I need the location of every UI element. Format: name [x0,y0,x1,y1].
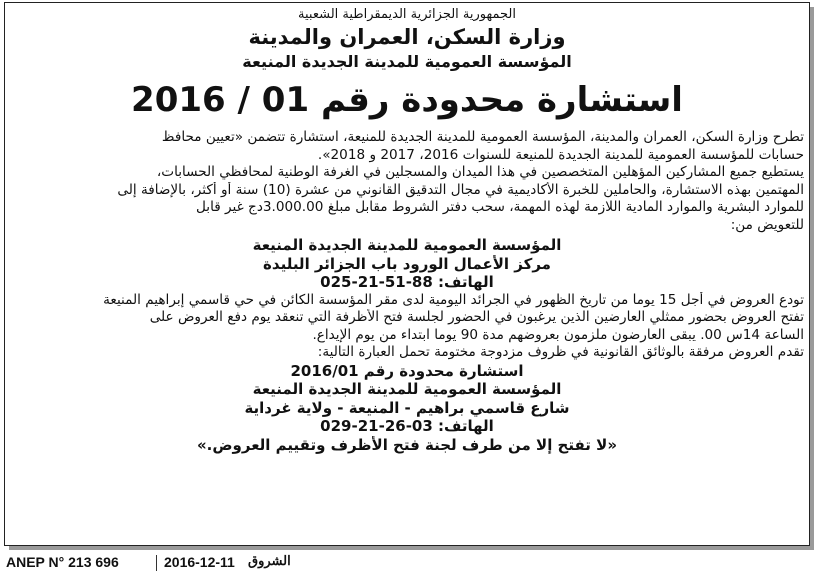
paragraph-line: حسابات للمؤسسة العمومية للمدينة الجديدة للمنيعة للسنوات 2016، 2017 و 2018». [317,146,804,163]
paragraph-line: تودع العروض في أجل 15 يوما من تاريخ الظهور في الجرائد اليومية لدى مقر المؤسسة الكائن في حي قاسمي إبراهيم المنيعة [103,291,804,308]
paragraph-line: تقدم العروض مرفقة بالوثائق القانونية في ظروف مزدوجة مختومة تحمل العبارة التالية: [317,344,804,360]
paragraph-line: يستطيع جميع المشاركين المؤهلين المتخصصين في هذا الميدان والمسجلين في الغرفة الوطنية لمحافظي الحسابات، [156,164,804,180]
institution-heading: المؤسسة العمومية للمدينة الجديدة المنيعة [242,52,572,71]
envelope-phone: الهاتف: 03-26-21-029 [320,417,494,435]
paragraph-line: المهتمين بهذه الاستشارة، والحاملين للخبرة الأكاديمية في مجال التدقيق القانوني من عشرة (10) سنة أو أكثر، بالإضافة إلى [117,181,804,198]
paragraph-line: للتعويض من: [730,216,804,233]
envelope-note: «لا تفتح إلا من طرف لجنة فتح الأظرف وتقييم العروض.» [196,435,618,454]
ministry-heading: وزارة السكن، العمران والمدينة [248,25,566,49]
announcement-content [10,6,804,454]
newspaper-name: الشروق [248,553,291,568]
contact-phone: الهاتف: 88-51-21-025 [320,273,494,291]
paragraph-line: الساعة 14س 00. يبقى العارضون ملزمون بعروضهم مدة 90 يوما ابتداء من يوم الإيداع. [312,326,804,343]
contact-institution-name: المؤسسة العمومية للمدينة الجديدة المنيعة [252,236,562,254]
paragraph-line: تطرح وزارة السكن، العمران والمدينة، المؤسسة العمومية للمدينة الجديدة للمنيعة، استشارة تتضمن «تعيين محافظ [161,129,804,145]
envelope-address: شارع قاسمي براهيم - المنيعة - ولاية غرداية [244,398,570,417]
publication-date: 2016-12-11 [164,554,235,570]
anep-reference: ANEP N° 213 696 [6,554,119,570]
consultation-title: استشارة محدودة رقم 01 / 2016 [131,80,683,120]
paragraph-line: تفتح العروض بحضور ممثلي العارضين الذين يرغبون في الحضور لجلسة فتح الأظرفة التي تنعقد يوم دفع العروض على [149,309,804,325]
footer-divider [156,555,157,571]
contact-address: مركز الأعمال الورود باب الجزائر البليدة [263,254,551,273]
envelope-title: استشارة محدودة رقم 2016/01 [290,361,524,380]
publication-footer [4,552,810,574]
frame-shadow-right [810,7,814,549]
frame-shadow-bottom [9,546,814,550]
paragraph-line: للموارد البشرية والموارد المادية اللازمة لهذه المهمة، سحب دفتر الشروط مقابل مبلغ 3.000.00دج غير قابل [195,199,804,215]
envelope-institution-name: المؤسسة العمومية للمدينة الجديدة المنيعة [252,380,562,398]
republic-heading: الجمهورية الجزائرية الديمقراطية الشعبية [298,7,516,22]
